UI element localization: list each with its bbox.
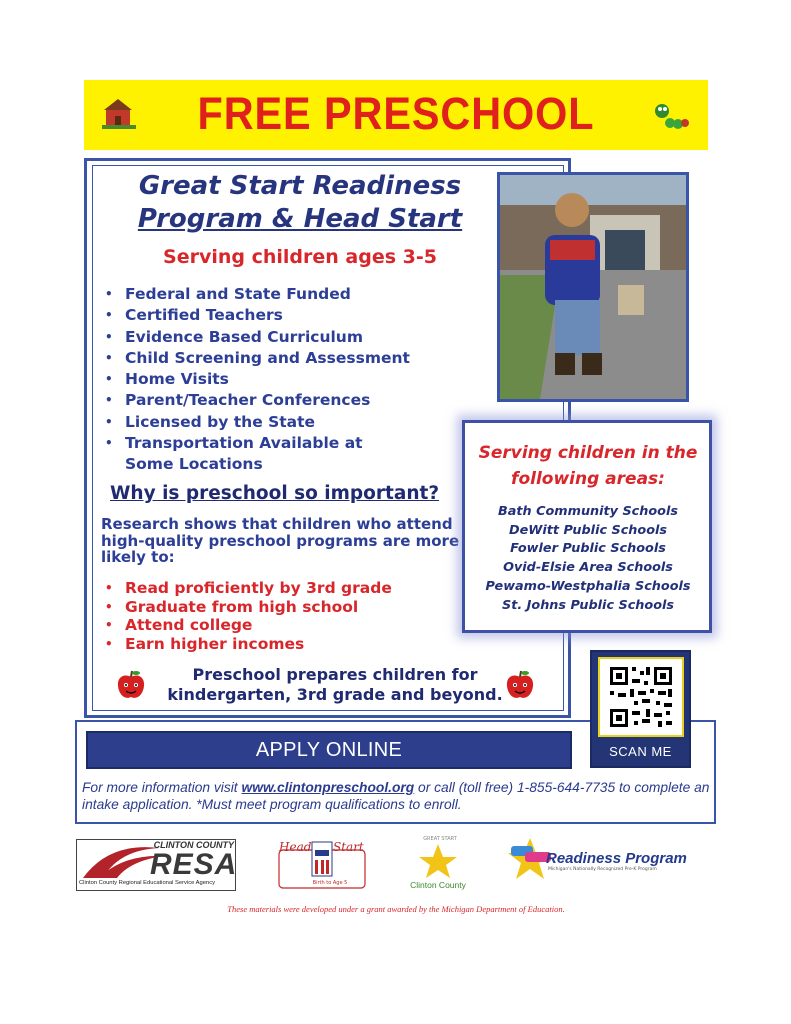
school-item: St. Johns Public Schools [501,597,674,613]
child-photo [497,172,689,402]
resa-wordmark: RESA [150,848,238,881]
head-start-head: Head [279,840,312,854]
headline-line-1: Great Start Readiness [138,171,462,201]
benefit-item: • Earn higher incomes [101,635,431,654]
website-link[interactable]: www.clintonpreschool.org [241,780,415,795]
banner [84,80,708,150]
contact-info [82,779,712,813]
scan-me-label: SCAN ME [609,744,672,759]
info-text-before: For more information visit [82,780,242,795]
feature-item: • Certified Teachers [101,305,431,326]
feature-item: • Parent/Teacher Conferences [101,390,431,411]
feature-item: • Evidence Based Curriculum [101,327,431,348]
feature-item: • Child Screening and Assessment [101,348,431,369]
benefit-item: • Graduate from high school [101,598,431,617]
resa-county-text: CLINTON COUNTY [153,840,234,850]
qr-code-icon[interactable] [600,659,682,735]
school-item: Pewamo-Westphalia Schools [485,578,691,594]
caterpillar-clipart-icon [652,99,690,133]
apply-online-label[interactable]: APPLY ONLINE [255,739,403,761]
school-list [470,503,706,615]
benefit-item: • Attend college [101,616,431,635]
why-heading: Why is preschool so important? [110,483,440,504]
child-with-backpack-photo [500,175,686,399]
schoolhouse-clipart-icon [100,97,138,131]
apple-icon [114,668,148,702]
benefits-list [101,579,431,653]
research-text: Research shows that children who attend high-quality preschool programs are more likely to: [101,515,460,566]
banner-title: FREE PRESCHOOL [197,88,595,139]
great-start-county: Clinton County [410,880,466,890]
feature-item: • Federal and State Funded [101,284,431,305]
apple-icon [503,668,537,702]
serving-ages: Serving children ages 3-5 [163,246,437,268]
qr-code-frame[interactable] [598,657,684,737]
info-text-after: or call (toll free) 1-855-644-7735 to complete an intake application. *Must meet program qualifications to enroll. [82,780,710,812]
great-start-arc-text: GREAT START [423,836,457,842]
grant-footer: These materials were developed under a grant awarded by the Michigan Department of Education. [227,904,565,914]
service-areas-title: Serving children in the following areas: [478,443,698,489]
head-start-start: Start [333,840,364,854]
readiness-program-title: Readiness Program [546,850,687,867]
readiness-program-subtitle: Michigan's Nationally Recognized Pre-K Program [548,867,657,872]
features-list [101,284,431,476]
school-item: DeWitt Public Schools [509,522,667,538]
benefit-item: • Read proficiently by 3rd grade [101,579,431,598]
school-item: Fowler Public Schools [510,541,666,557]
school-item: Bath Community Schools [498,504,678,519]
feature-item: • Transportation Available at Some Locations [101,433,415,476]
feature-item: • Licensed by the State [101,412,431,433]
feature-item: • Home Visits [101,369,431,390]
school-item: Ovid-Elsie Area Schools [503,560,673,576]
resa-subtitle: Clinton County Regional Educational Service Agency [79,880,215,886]
headline-line-2: Program & Head Start [137,204,463,234]
star-icon [416,842,460,880]
head-start-subtitle: Birth to Age 5 [312,880,348,886]
prepares-text: Preschool prepares children for kindergarten, 3rd grade and beyond. [167,665,503,704]
program-headline [100,170,500,236]
